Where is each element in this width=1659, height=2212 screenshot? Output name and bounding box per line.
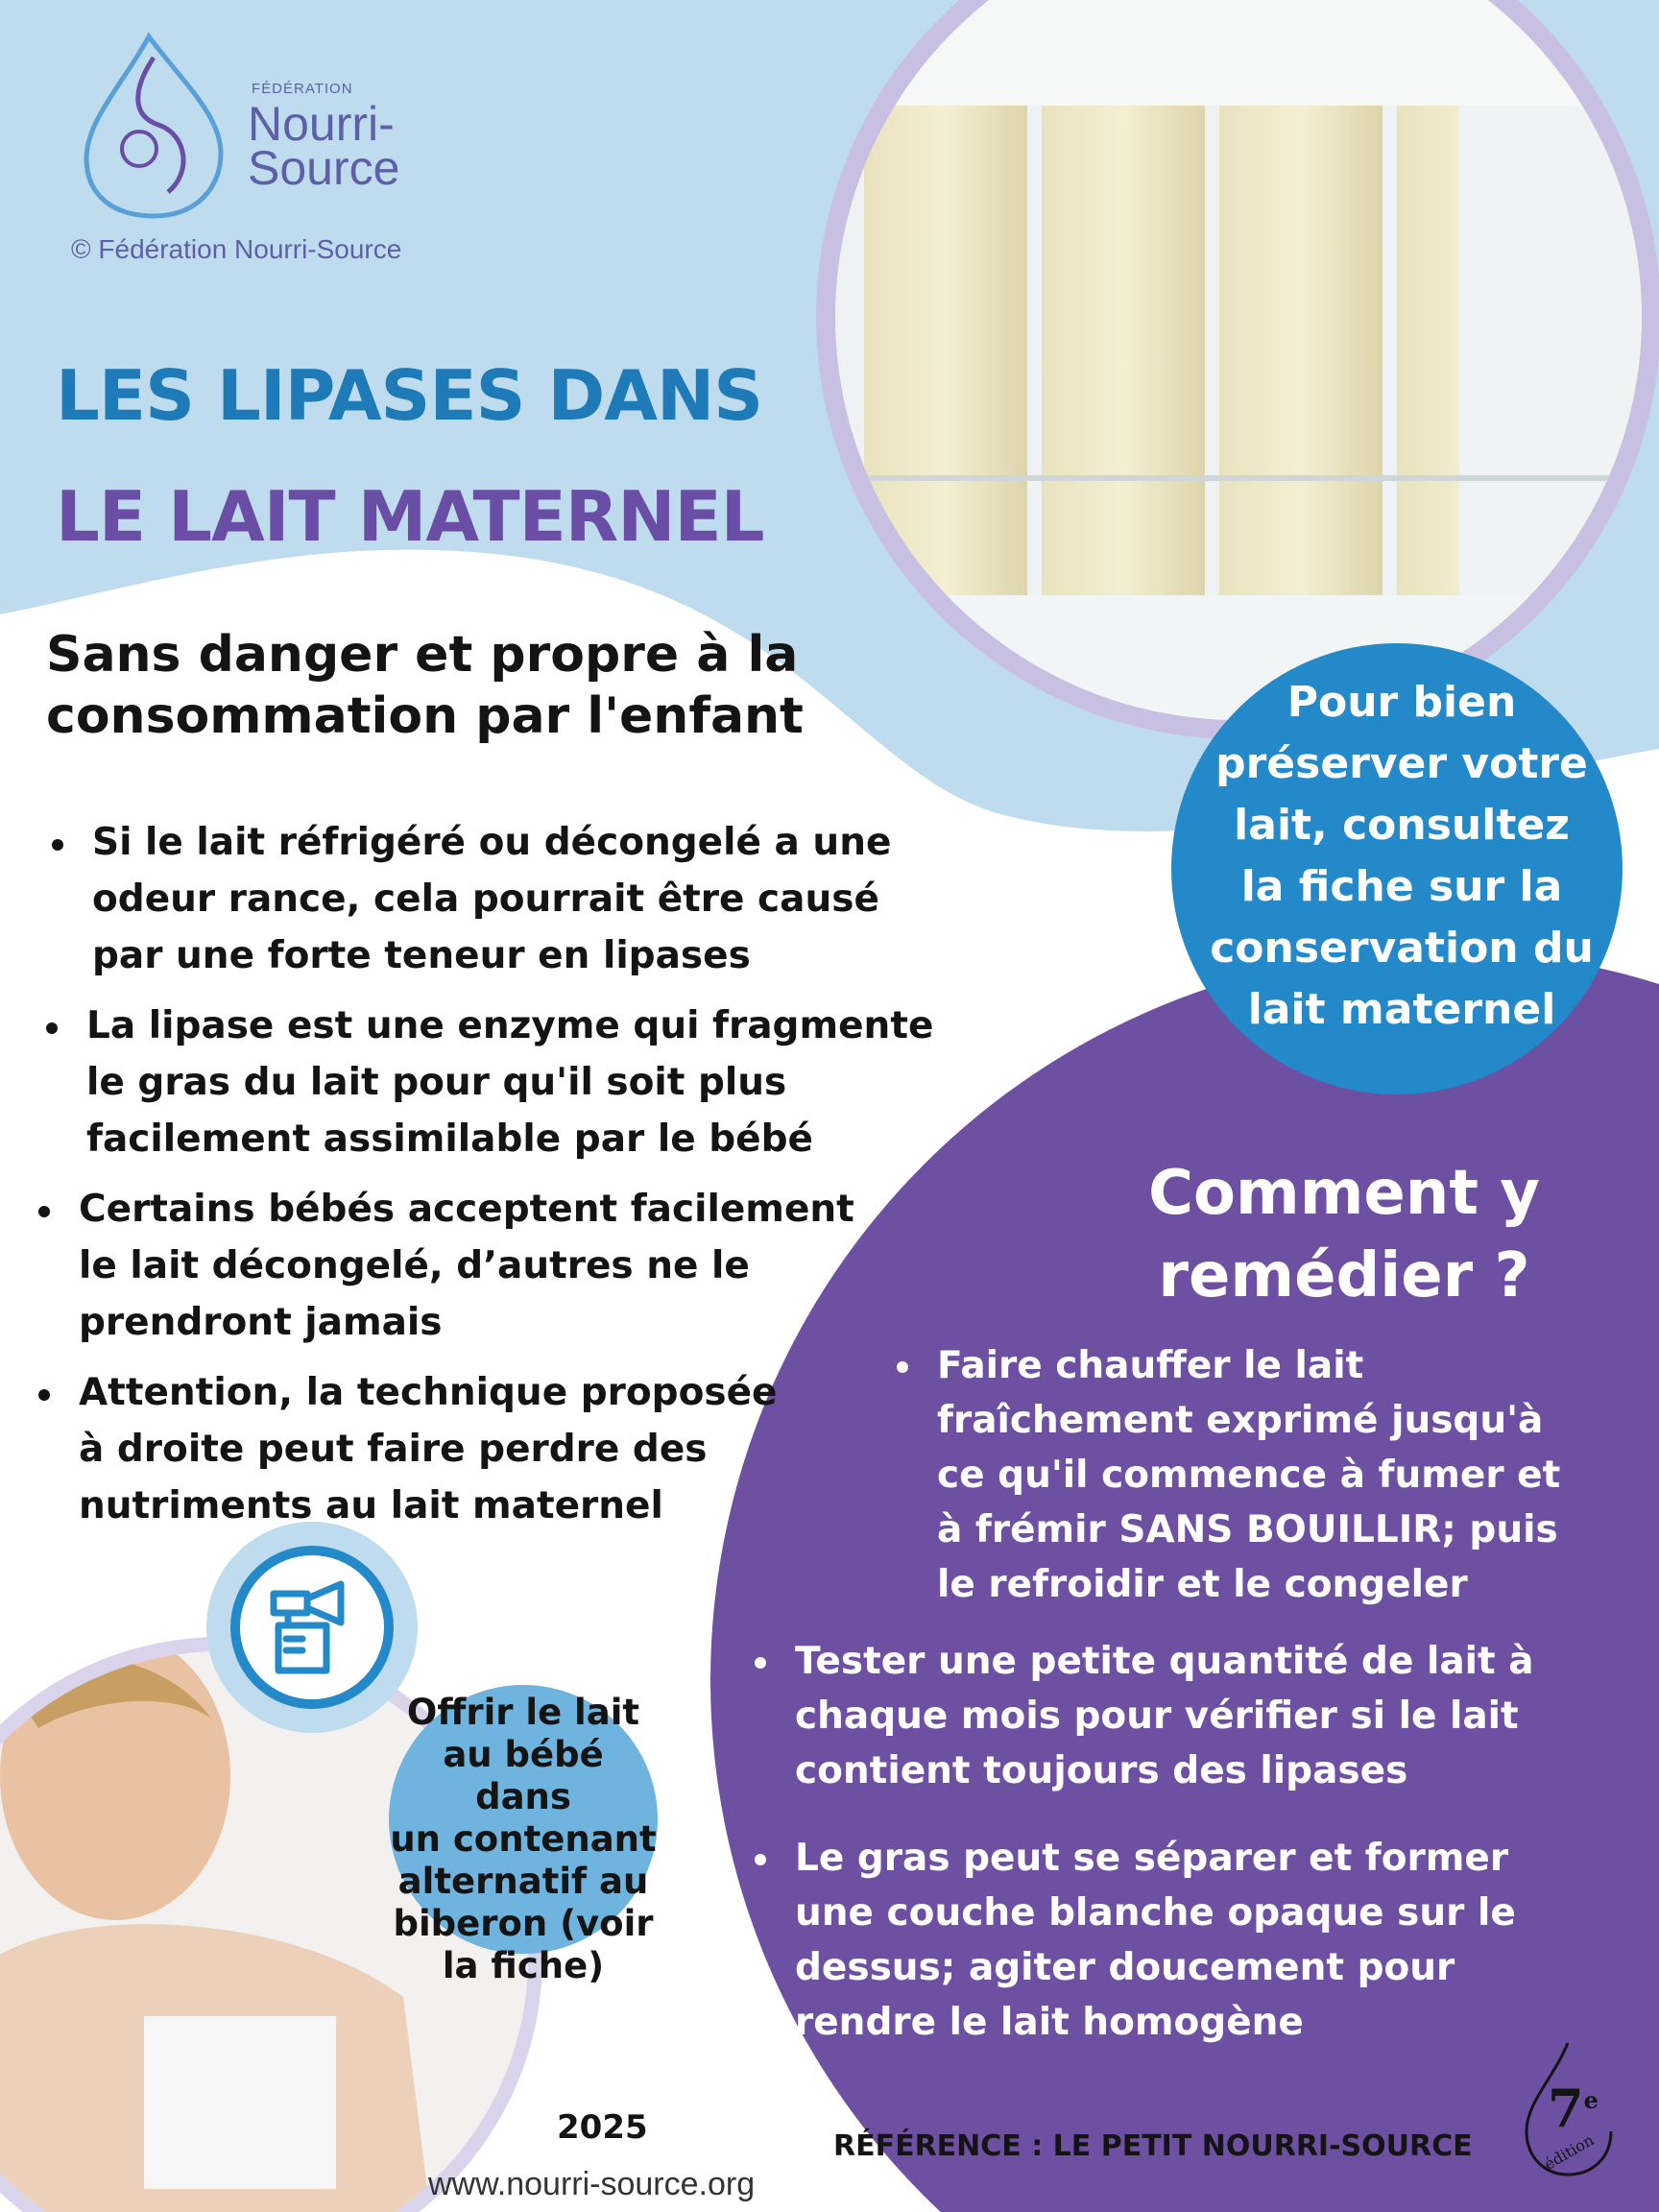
list-item: Certains bébés acceptent facilement le lait décongelé, d’autres ne le prendront jamais xyxy=(33,1181,991,1351)
subtitle xyxy=(46,624,804,747)
list-item: Le gras peut se séparer et former une couche blanche opaque sur le dessus; agiter doucement pour rendre le lait homogène xyxy=(749,1831,1632,2050)
list-item: Faire chauffer le lait fraîchement exprimé jusqu'à ce qu'il commence à fumer et à frémir SANS BOUILLIR; puis le refroidir et le congeler xyxy=(891,1338,1640,1612)
left-bullet-list xyxy=(40,814,991,1534)
logo-federation: FÉDÉRATION xyxy=(252,81,353,97)
remedy-bullet-list-2 xyxy=(749,1634,1632,2050)
list-item: Attention, la technique proposée à droite peut faire perdre des nutriments au lait maternel xyxy=(33,1364,991,1534)
list-item: Si le lait réfrigéré ou décongelé a une odeur rance, cela pourrait être causé par une forte teneur en lipases xyxy=(46,814,991,984)
footer-reference: RÉFÉRENCE : LE PETIT NOURRI-SOURCE xyxy=(833,2129,1473,2163)
remedy-heading: Comment y remédier ? xyxy=(1148,1158,1540,1311)
logo[interactable] xyxy=(77,29,442,221)
list-item: Tester une petite quantité de lait à chaque mois pour vérifier si le lait contient toujours des lipases xyxy=(749,1634,1632,1798)
subtitle-line1: Sans danger et propre à la xyxy=(46,626,799,684)
list-item: La lipase est une enzyme qui fragmente le gras du lait pour qu'il soit plus facilement assimilable par le bébé xyxy=(40,998,991,1167)
copyright: © Fédération Nourri-Source xyxy=(71,234,402,264)
page-title-line1: LES LIPASES DANS xyxy=(56,355,763,436)
offer-circle-text[interactable]: Offrir le lait au bébé dans un contenant alternatif au biberon (voir la fiche) xyxy=(390,1692,657,1986)
edition-word: édition xyxy=(1541,2130,1598,2174)
mother-baby-drop-icon xyxy=(77,29,240,221)
footer-year: 2025 xyxy=(557,2108,648,2147)
remedy-bullet-list xyxy=(891,1338,1640,1612)
page-title-line2: LE LAIT MATERNEL xyxy=(56,476,764,557)
breast-pump-icon xyxy=(254,1570,370,1685)
logo-name-line2: Source xyxy=(248,141,400,195)
edition-badge xyxy=(1515,2035,1621,2179)
subtitle-line2: consommation par l'enfant xyxy=(46,687,804,745)
footer-website[interactable]: www.nourri-source.org xyxy=(428,2166,756,2202)
logo-name-line1: Nourri- xyxy=(248,97,395,151)
preserve-circle-text[interactable]: Pour bien préserver votre lait, consultez la fiche sur la conservation du lait maternel xyxy=(1210,678,1594,1034)
edition-number: 7e xyxy=(1548,2078,1599,2139)
